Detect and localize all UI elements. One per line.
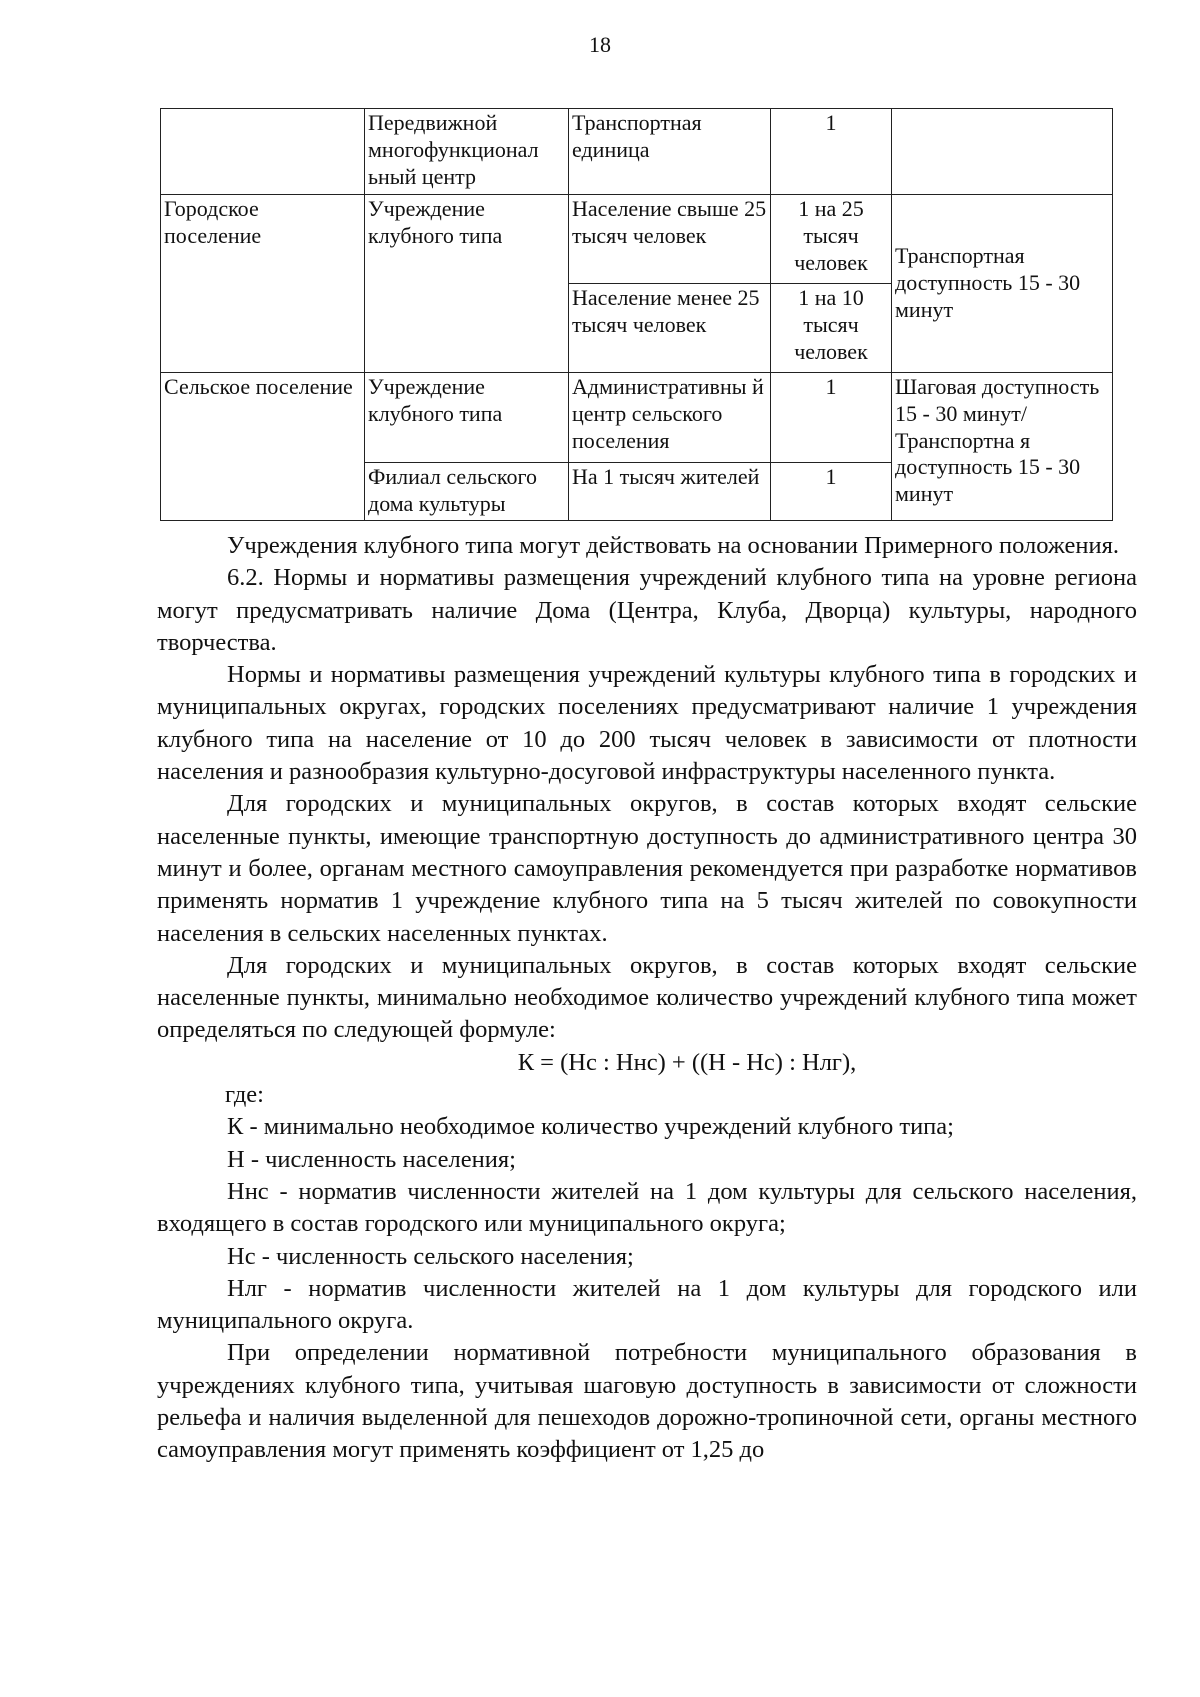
definition: Н - численность населения; [227,1145,516,1173]
table-cell: Шаговая доступность 15 - 30 минут/Транспортна я доступность 15 - 30 минут [892,373,1113,521]
paragraph: Учреждения клубного типа могут действовать на основании Примерного положения. [227,532,1120,559]
table-row [161,373,1113,463]
paragraph: Для городских и муниципальных округов, в состав которых входят сельские населенные пункты, минимально необходимое количество учреждений клубного типа может определяться по следующей формуле: [157,951,1137,1044]
definition: К - минимально необходимое количество учреждений клубного типа; [227,1113,954,1141]
table-cell [892,109,1113,195]
definition: Нс - численность сельского населения; [227,1242,634,1270]
table-cell: Учреждение клубного типа [365,195,569,373]
table-cell: 1 [771,109,892,195]
table-cell: Передвижной многофункционал ьный центр [365,109,569,195]
paragraph: Нормы и нормативы размещения учреждений культуры клубного типа в городских и муниципальных округах, городских поселениях предусматривают наличие 1 учреждения клубного типа на население от 10 до 200 тысяч человек в зависимости от плотности населения и разнообразия культурно-досуговой инфраструктуры населенного пункта. [157,661,1137,786]
table-cell [161,109,365,195]
table-cell: Административны й центр сельского поселения [569,373,771,463]
norms-table [160,108,1113,521]
table-cell: 1 на 25 тысяч человек [771,195,892,284]
paragraph: 6.2. Нормы и нормативы размещения учреждений клубного типа на уровне региона могут предусматривать наличие Дома (Центра, Клуба, Дворца) культуры, народного творчества. [157,564,1137,656]
paragraph: Для городских и муниципальных округов, в состав которых входят сельские населенные пункты, имеющие транспортную доступность до административного центра 30 минут и более, органам местного самоуправления рекомендуется при разработке нормативов применять норматив 1 учреждение клубного типа на 5 тысяч жителей по совокупности населения в сельских населенных пунктах. [157,790,1137,947]
table-cell: 1 [771,463,892,521]
table-cell: На 1 тысяч жителей [569,463,771,521]
table-cell: Городское поселение [161,195,365,373]
body-text [157,530,1137,1467]
definition: Ннс - норматив численности жителей на 1 дом культуры для сельского населения, входящего в состав городского или муниципального округа; [157,1177,1137,1238]
table-cell: Транспортная доступность 15 - 30 минут [892,195,1113,373]
table-row [161,195,1113,284]
table-cell: Население менее 25 тысяч человек [569,284,771,373]
page-number: 18 [589,32,611,57]
table-cell: Учреждение клубного типа [365,373,569,463]
table-cell: Филиал сельского дома культуры [365,463,569,521]
table-cell: 1 на 10 тысяч человек [771,284,892,373]
where-label: где: [225,1081,264,1109]
paragraph: При определении нормативной потребности муниципального образования в учреждениях клубного типа, учитывая шаговую доступность в зависимости от сложности рельефа и наличия выделенной для пешеходов дорожно-тропиночной сети, органы местного самоуправления могут применять коэффициент от 1,25 до [157,1339,1137,1464]
formula: К = (Нс : Ннс) + ((Н - Нс) : Нлг), [517,1048,857,1076]
table-cell: Население свыше 25 тысяч человек [569,195,771,284]
table-cell: Сельское поселение [161,373,365,521]
table-cell: 1 [771,373,892,463]
table-cell: Транспортная единица [569,109,771,195]
table-row [161,109,1113,195]
definition: Нлг - норматив численности жителей на 1 дом культуры для городского или муниципального округа. [157,1274,1137,1335]
